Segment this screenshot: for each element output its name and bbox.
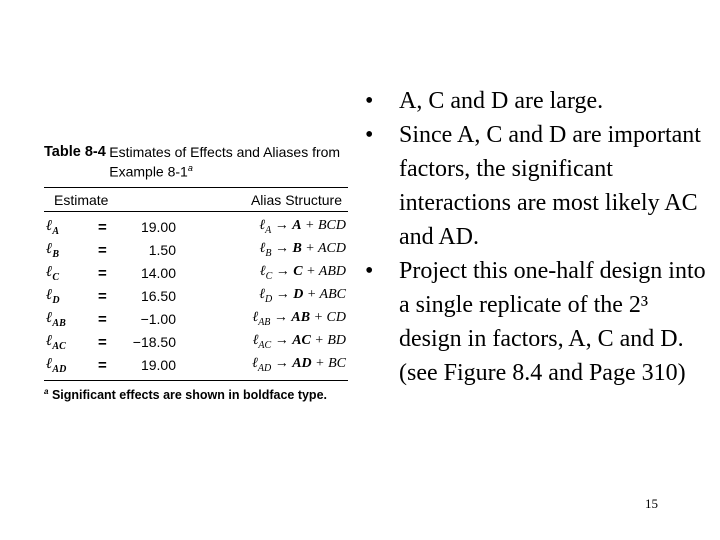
estimate-value: −18.50 [132,334,176,351]
bullet-dot: • [365,122,374,148]
arrow: → [273,310,288,326]
alias-rest: + ABC [306,287,346,303]
bullet-list [365,84,710,390]
bullet-item [365,118,710,254]
equals-sign: = [98,356,107,374]
estimate-value: 19.00 [140,219,176,236]
equals-sign: = [98,218,107,236]
alias-structure: ℓ$_B$ → B + ACD [259,241,346,260]
estimate-symbol: ℓ$_A$ [46,217,60,237]
equals-sign: = [98,310,107,328]
bullet-item [365,84,710,118]
alias-structure: ℓ$_A$ → A + BCD [259,218,346,237]
bullet-text: A, C and D are large. [399,88,604,114]
bullet-text: Since A, C and D are important factors, the significant interactions are most likely AC and AD. [399,122,701,250]
alias-rest: + ABD [306,264,346,280]
table-row [44,285,348,308]
equals-sign: = [98,333,107,351]
equals-sign: = [98,241,107,259]
estimate-symbol: ℓ$_{AC}$ [46,332,66,352]
table-header [44,188,348,212]
page-number: 15 [645,496,658,511]
alias-rest: + BD [314,333,346,349]
estimate-symbol: ℓ$_{AD}$ [46,355,67,375]
arrow: → [274,218,289,234]
alias-main: A [292,218,302,234]
arrow: → [274,333,289,349]
alias-structure: ℓ$_D$ → D + ABC [259,287,346,306]
estimate-value: 16.50 [140,288,176,305]
bullet-text: Project this one-half design into a single replicate of the 2³ design in factors, A, C and D. (see Figure 8.4 and Page 310) [399,258,706,386]
table-row [44,308,348,331]
estimates-table [44,144,348,402]
alias-structure: ℓ$_{AB}$ → AB + CD [252,310,346,329]
alias-structure: ℓ$_C$ → C + ABD [259,264,346,283]
estimate-symbol: ℓ$_{AB}$ [46,309,66,329]
estimate-value: 14.00 [140,265,176,282]
bullet-dot: • [365,88,374,114]
alias-main: D [293,287,304,303]
table-row [44,354,348,377]
estimate-value: −1.00 [140,311,176,328]
arrow: → [274,241,289,257]
alias-main: AC [292,333,311,349]
table-number: Table 8-4 [44,144,106,160]
alias-main: AB [291,310,311,326]
table-row [44,216,348,239]
table-row [44,262,348,285]
estimate-symbol: ℓ$_D$ [46,286,60,306]
alias-structure: ℓ$_{AC}$ → AC + BD [252,333,346,352]
bullet-item [365,254,710,390]
estimate-symbol: ℓ$_C$ [46,263,60,283]
arrow: → [275,264,290,280]
table-caption [44,144,348,180]
table-footnote: $^a$ Significant effects are shown in boldface type. [44,386,327,402]
arrow: → [274,356,289,372]
table-title: Estimates of Effects and Aliases from Example 8-1$^a$ [109,144,341,180]
equals-sign: = [98,264,107,282]
alias-main: C [293,264,303,280]
arrow: → [275,287,290,303]
table-row [44,239,348,262]
alias-structure: ℓ$_{AD}$ → AD + BC [252,356,346,375]
bullet-dot: • [365,258,374,284]
estimate-value: 1.50 [148,242,176,259]
equals-sign: = [98,287,107,305]
estimate-symbol: ℓ$_B$ [46,240,60,260]
alias-rest: + BCD [305,218,346,234]
alias-rest: + BC [315,356,346,372]
table-body [44,212,348,381]
alias-main: AD [292,356,312,372]
alias-rest: + CD [313,310,346,326]
estimate-header: Estimate [54,191,109,208]
estimate-value: 19.00 [140,357,176,374]
alias-rest: + ACD [305,241,346,257]
table-row [44,331,348,354]
alias-main: B [292,241,302,257]
alias-header: Alias Structure [250,191,342,208]
